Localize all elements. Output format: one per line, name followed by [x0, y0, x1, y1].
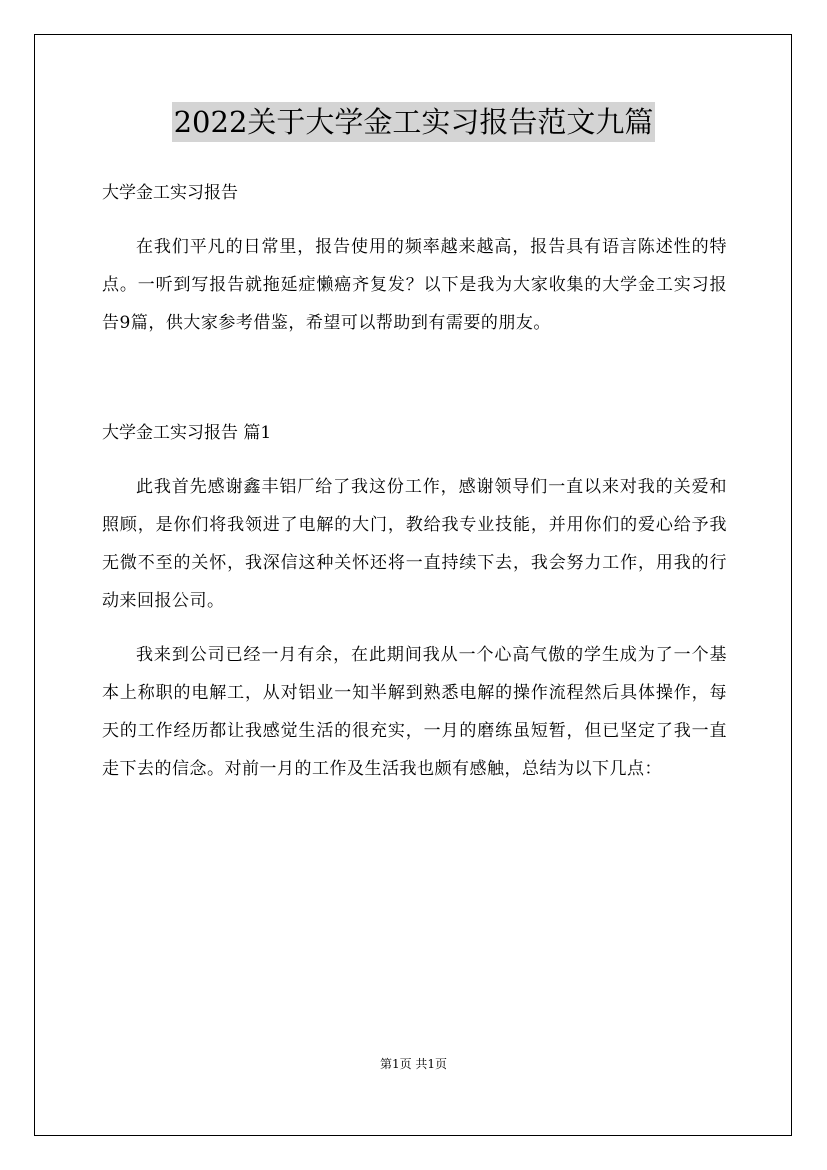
document-title: 2022关于大学金工实习报告范文九篇 [172, 102, 656, 142]
intro-heading: 大学金工实习报告 [102, 183, 238, 203]
section1-heading: 大学金工实习报告 篇1 [102, 423, 272, 443]
section1-paragraph-1: 此我首先感谢鑫丰铝厂给了我这份工作，感谢领导们一直以来对我的关爱和照顾，是你们将我领进了电解的大门，教给我专业技能，并用你们的爱心给予我无微不至的关怀，我深信这种关怀还将一直持续下去，我会努力工作，用我的行动来回报公司。 [102, 477, 727, 611]
document-body [102, 174, 727, 788]
intro-paragraph: 在我们平凡的日常里，报告使用的频率越来越高，报告具有语言陈述性的特点。一听到写报告就拖延症懒癌齐复发？以下是我为大家收集的大学金工实习报告9篇，供大家参考借鉴，希望可以帮助到有需要的朋友。 [102, 237, 727, 333]
section1-paragraph-2: 我来到公司已经一月有余，在此期间我从一个心高气傲的学生成为了一个基本上称职的电解工，从对铝业一知半解到熟悉电解的操作流程然后具体操作，每天的工作经历都让我感觉生活的很充实，一月的磨练虽短暂，但已坚定了我一直走下去的信念。对前一月的工作及生活我也颇有感触，总结为以下几点： [102, 645, 727, 779]
title-container [0, 102, 827, 142]
page-footer: 第1页 共1页 [379, 1057, 448, 1071]
